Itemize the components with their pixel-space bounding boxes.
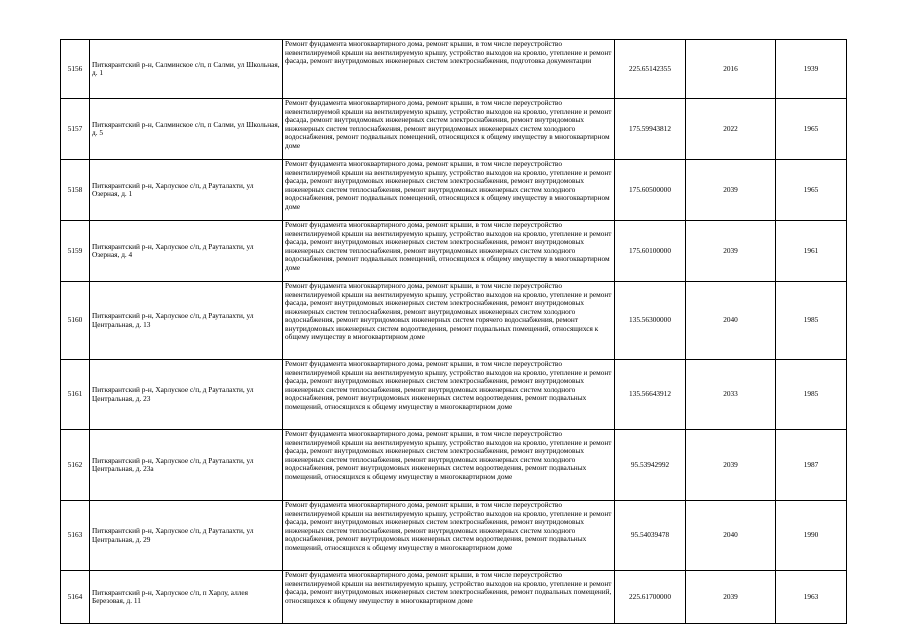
building-address: Питкярантский р-н, Салминское с/п, п Салми, ул Школьная, д. 5 bbox=[90, 99, 283, 160]
planned-year: 2016 bbox=[686, 40, 776, 99]
area-value: 225.65142355 bbox=[615, 40, 686, 99]
build-year: 1990 bbox=[776, 501, 847, 571]
table-row bbox=[61, 571, 847, 624]
build-year: 1939 bbox=[776, 40, 847, 99]
row-number: 5159 bbox=[61, 221, 90, 282]
planned-year: 2022 bbox=[686, 99, 776, 160]
table-row bbox=[61, 160, 847, 221]
area-value: 135.56643912 bbox=[615, 360, 686, 430]
table-row bbox=[61, 99, 847, 160]
planned-year: 2039 bbox=[686, 571, 776, 624]
area-value: 225.61700000 bbox=[615, 571, 686, 624]
area-value: 175.60500000 bbox=[615, 160, 686, 221]
repair-works: Ремонт фундамента многоквартирного дома, ремонт крыши, в том числе переустройство невентилируемой крыши на вентилируемую крышу, устройство выходов на кровлю, утепление и ремонт фасада, ремонт внутридомовых инженерных систем электроснабжения, ремонт внутридомовых инженерных систем теплоснабжения, ремонт внутридомовых инженерных систем холодного водоснабжения, ремонт внутридомовых инженерных систем водоотведения, ремонт подвальных помещений, относящихся к общему имуществу в многоквартирном доме bbox=[283, 360, 615, 430]
row-number: 5164 bbox=[61, 571, 90, 624]
row-number: 5158 bbox=[61, 160, 90, 221]
build-year: 1987 bbox=[776, 430, 847, 501]
building-address: Питкярантский р-н, Харлуское с/п, д Рауталахти, ул Озерная, д. 4 bbox=[90, 221, 283, 282]
repair-program-table bbox=[60, 39, 847, 624]
building-address: Питкярантский р-н, Харлуское с/п, д Рауталахти, ул Центральная, д. 29 bbox=[90, 501, 283, 571]
planned-year: 2039 bbox=[686, 160, 776, 221]
planned-year: 2033 bbox=[686, 360, 776, 430]
area-value: 95.54039478 bbox=[615, 501, 686, 571]
building-address: Питкярантский р-н, Харлуское с/п, д Рауталахти, ул Центральная, д. 13 bbox=[90, 282, 283, 360]
building-address: Питкярантский р-н, Харлуское с/п, д Рауталахти, ул Озерная, д. 1 bbox=[90, 160, 283, 221]
area-value: 135.56300000 bbox=[615, 282, 686, 360]
build-year: 1985 bbox=[776, 282, 847, 360]
build-year: 1965 bbox=[776, 160, 847, 221]
row-number: 5163 bbox=[61, 501, 90, 571]
area-value: 175.60100000 bbox=[615, 221, 686, 282]
repair-works: Ремонт фундамента многоквартирного дома, ремонт крыши, в том числе переустройство невентилируемой крыши на вентилируемую крышу, устройство выходов на кровлю, утепление и ремонт фасада, ремонт внутридомовых инженерных систем электроснабжения, ремонт подвальных помещений, относящихся к общему имуществу в многоквартирном доме bbox=[283, 571, 615, 624]
build-year: 1985 bbox=[776, 360, 847, 430]
planned-year: 2039 bbox=[686, 221, 776, 282]
row-number: 5157 bbox=[61, 99, 90, 160]
table-row bbox=[61, 430, 847, 501]
repair-works: Ремонт фундамента многоквартирного дома, ремонт крыши, в том числе переустройство невентилируемой крыши на вентилируемую крышу, устройство выходов на кровлю, утепление и ремонт фасада, ремонт внутридомовых инженерных систем электроснабжения, ремонт внутридомовых инженерных систем теплоснабжения, ремонт внутридомовых инженерных систем холодного водоснабжения, ремонт внутридомовых инженерных систем водоотведения, ремонт подвальных помещений, относящихся к общему имуществу в многоквартирном доме bbox=[283, 501, 615, 571]
row-number: 5162 bbox=[61, 430, 90, 501]
planned-year: 2040 bbox=[686, 282, 776, 360]
row-number: 5161 bbox=[61, 360, 90, 430]
table-row bbox=[61, 221, 847, 282]
row-number: 5160 bbox=[61, 282, 90, 360]
build-year: 1961 bbox=[776, 221, 847, 282]
planned-year: 2039 bbox=[686, 430, 776, 501]
table-row bbox=[61, 282, 847, 360]
table-row bbox=[61, 501, 847, 571]
repair-works: Ремонт фундамента многоквартирного дома, ремонт крыши, в том числе переустройство невентилируемой крыши на вентилируемую крышу, устройство выходов на кровлю, утепление и ремонт фасада, ремонт внутридомовых инженерных систем электроснабжения, ремонт внутридомовых инженерных систем теплоснабжения, ремонт внутридомовых инженерных систем холодного водоснабжения, ремонт подвальных помещений, относящихся к общему имуществу в многоквартирном доме bbox=[283, 160, 615, 221]
repair-works: Ремонт фундамента многоквартирного дома, ремонт крыши, в том числе переустройство невентилируемой крыши на вентилируемую крышу, устройство выходов на кровлю, утепление и ремонт фасада, ремонт внутридомовых инженерных систем электроснабжения, подготовка документации bbox=[283, 40, 615, 99]
building-address: Питкярантский р-н, Харлуское с/п, д Рауталахти, ул Центральная, д. 23 bbox=[90, 360, 283, 430]
building-address: Питкярантский р-н, Харлуское с/п, д Рауталахти, ул Центральная, д. 23а bbox=[90, 430, 283, 501]
area-value: 95.53942992 bbox=[615, 430, 686, 501]
table-row bbox=[61, 40, 847, 99]
repair-works: Ремонт фундамента многоквартирного дома, ремонт крыши, в том числе переустройство невентилируемой крыши на вентилируемую крышу, устройство выходов на кровлю, утепление и ремонт фасада, ремонт внутридомовых инженерных систем электроснабжения, ремонт внутридомовых инженерных систем теплоснабжения, ремонт внутридомовых инженерных систем холодного водоснабжения, ремонт подвальных помещений, относящихся к общему имуществу в многоквартирном доме bbox=[283, 221, 615, 282]
building-address: Питкярантский р-н, Салминское с/п, п Салми, ул Школьная, д. 1 bbox=[90, 40, 283, 99]
area-value: 175.59943812 bbox=[615, 99, 686, 160]
building-address: Питкярантский р-н, Харлуское с/п, п Харлу, аллея Березовая, д. 11 bbox=[90, 571, 283, 624]
repair-works: Ремонт фундамента многоквартирного дома, ремонт крыши, в том числе переустройство невентилируемой крыши на вентилируемую крышу, устройство выходов на кровлю, утепление и ремонт фасада, ремонт внутридомовых инженерных систем электроснабжения, ремонт внутридомовых инженерных систем теплоснабжения, ремонт внутридомовых инженерных систем холодного водоснабжения, ремонт подвальных помещений, относящихся к общему имуществу в многоквартирном доме bbox=[283, 99, 615, 160]
planned-year: 2040 bbox=[686, 501, 776, 571]
repair-works: Ремонт фундамента многоквартирного дома, ремонт крыши, в том числе переустройство невентилируемой крыши на вентилируемую крышу, устройство выходов на кровлю, утепление и ремонт фасада, ремонт внутридомовых инженерных систем электроснабжения, ремонт внутридомовых инженерных систем теплоснабжения, ремонт внутридомовых инженерных систем холодного водоснабжения, ремонт внутридомовых инженерных систем водоотведения, ремонт подвальных помещений, относящихся к общему имуществу в многоквартирном доме bbox=[283, 430, 615, 501]
build-year: 1963 bbox=[776, 571, 847, 624]
repair-works: Ремонт фундамента многоквартирного дома, ремонт крыши, в том числе переустройство невентилируемой крыши на вентилируемую крышу, устройство выходов на кровлю, утепление и ремонт фасада, ремонт внутридомовых инженерных систем электроснабжения, ремонт внутридомовых инженерных систем теплоснабжения, ремонт внутридомовых инженерных систем холодного водоснабжения, ремонт внутридомовых инженерных систем горячего водоснабжения, ремонт внутридомовых инженерных систем водоотведения, ремонт подвальных помещений, относящихся к общему имуществу в многоквартирном доме bbox=[283, 282, 615, 360]
table-row bbox=[61, 360, 847, 430]
row-number: 5156 bbox=[61, 40, 90, 99]
build-year: 1965 bbox=[776, 99, 847, 160]
